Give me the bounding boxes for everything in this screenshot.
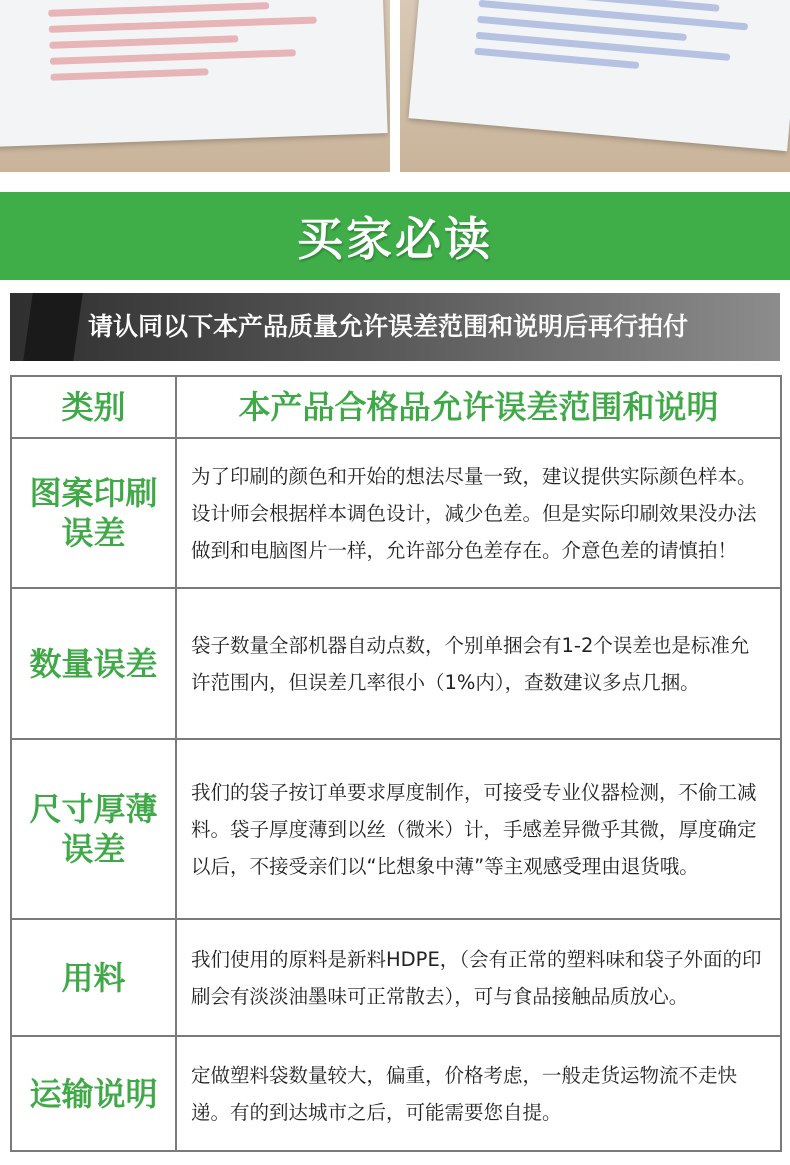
notice-bar — [10, 293, 780, 361]
table-row — [12, 439, 780, 589]
row-category: 图案印刷误差 — [12, 439, 177, 587]
row-description: 为了印刷的颜色和开始的想法尽量一致，建议提供实际颜色样本。设计师会根据样本调色设计，减少色差。但是实际印刷效果没办法做到和电脑图片一样，允许部分色差存在。介意色差的请慎拍！ — [191, 464, 757, 562]
table-row — [12, 740, 780, 920]
row-category: 运输说明 — [12, 1037, 177, 1150]
row-description: 定做塑料袋数量较大，偏重，价格考虑，一般走货运物流不走快递。有的到达城市之后，可能需要您自提。 — [191, 1063, 738, 1124]
banner-title: 买家必读 — [297, 212, 493, 266]
table-row — [12, 1037, 780, 1152]
row-category: 尺寸厚薄误差 — [12, 740, 177, 918]
table-row — [12, 589, 780, 740]
header-description: 本产品合格品允许误差范围和说明 — [238, 387, 719, 426]
table-header-row — [12, 377, 780, 439]
notice-text: 请认同以下本产品质量允许误差范围和说明后再行拍付 — [88, 312, 689, 341]
row-category: 用料 — [12, 920, 177, 1035]
tolerance-table — [10, 375, 782, 1152]
product-photo-strip — [0, 0, 790, 172]
table-row — [12, 920, 780, 1037]
row-description: 我们的袋子按订单要求厚度制作，可接受专业仪器检测，不偷工减料。袋子厚度薄到以丝（微米）计，手感差异微乎其微，厚度确定以后，不接受亲们以“比想象中薄”等主观感受理由退货哦。 — [191, 780, 757, 878]
row-category: 数量误差 — [12, 589, 177, 738]
row-description: 我们使用的原料是新料HDPE，（会有正常的塑料味和袋子外面的印刷会有淡淡油墨味可正常散去），可与食品接触品质放心。 — [191, 947, 762, 1008]
buyer-notice-banner — [0, 192, 790, 280]
printed-bag-image — [0, 0, 388, 147]
row-description: 袋子数量全部机器自动点数，个别单捆会有1-2个误差也是标准允许范围内，但误差几率很小（1%内），查数建议多点几捆。 — [191, 633, 750, 694]
product-photo-right — [400, 0, 790, 172]
header-category: 类别 — [12, 377, 177, 437]
printed-bag-image — [409, 0, 790, 151]
notice-bar-accent — [23, 293, 83, 361]
product-photo-left — [0, 0, 390, 172]
